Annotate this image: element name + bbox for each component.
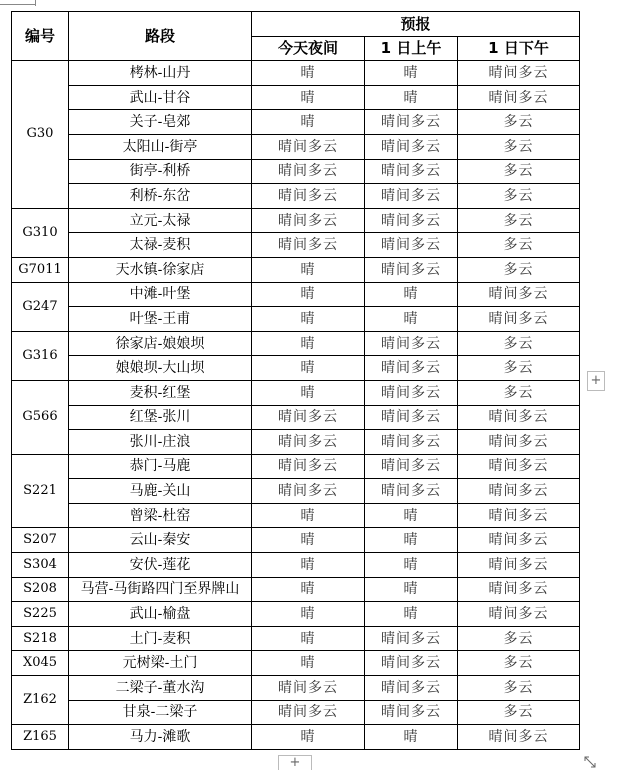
tonight-forecast-cell: 晴间多云 bbox=[252, 676, 365, 701]
day1-pm-forecast-cell: 多云 bbox=[458, 110, 580, 135]
tonight-forecast-cell: 晴 bbox=[252, 602, 365, 627]
day1-am-forecast-cell: 晴间多云 bbox=[365, 233, 458, 258]
table-row bbox=[12, 405, 580, 430]
day1-am-forecast-cell: 晴间多云 bbox=[365, 159, 458, 184]
table-row bbox=[12, 676, 580, 701]
table-row bbox=[12, 307, 580, 332]
header-day1-am: 1 日上午 bbox=[365, 36, 458, 61]
day1-pm-forecast-cell: 多云 bbox=[458, 331, 580, 356]
section-cell: 二梁子-董水沟 bbox=[69, 676, 252, 701]
resize-handle-icon[interactable] bbox=[583, 755, 597, 769]
day1-am-forecast-cell: 晴 bbox=[365, 61, 458, 86]
tonight-forecast-cell: 晴间多云 bbox=[252, 233, 365, 258]
day1-am-forecast-cell: 晴间多云 bbox=[365, 676, 458, 701]
header-day1-pm: 1 日下午 bbox=[458, 36, 580, 61]
day1-pm-forecast-cell: 多云 bbox=[458, 159, 580, 184]
tonight-forecast-cell: 晴 bbox=[252, 577, 365, 602]
tonight-forecast-cell: 晴 bbox=[252, 331, 365, 356]
day1-am-forecast-cell: 晴间多云 bbox=[365, 184, 458, 209]
tonight-forecast-cell: 晴 bbox=[252, 307, 365, 332]
section-cell: 武山-甘谷 bbox=[69, 85, 252, 110]
day1-pm-forecast-cell: 晴间多云 bbox=[458, 725, 580, 750]
tonight-forecast-cell: 晴 bbox=[252, 528, 365, 553]
day1-am-forecast-cell: 晴间多云 bbox=[365, 257, 458, 282]
table-row bbox=[12, 725, 580, 750]
table-row bbox=[12, 85, 580, 110]
section-cell: 太阳山-街亭 bbox=[69, 134, 252, 159]
section-cell: 红堡-张川 bbox=[69, 405, 252, 430]
table-row bbox=[12, 110, 580, 135]
tonight-forecast-cell: 晴 bbox=[252, 553, 365, 578]
day1-am-forecast-cell: 晴 bbox=[365, 503, 458, 528]
day1-am-forecast-cell: 晴 bbox=[365, 307, 458, 332]
header-code: 编号 bbox=[12, 12, 69, 61]
table-row bbox=[12, 454, 580, 479]
route-code-cell: G566 bbox=[12, 380, 69, 454]
tonight-forecast-cell: 晴 bbox=[252, 61, 365, 86]
day1-am-forecast-cell: 晴间多云 bbox=[365, 331, 458, 356]
day1-pm-forecast-cell: 多云 bbox=[458, 380, 580, 405]
section-cell: 关子-皂郊 bbox=[69, 110, 252, 135]
section-cell: 曾梁-杜窑 bbox=[69, 503, 252, 528]
day1-am-forecast-cell: 晴 bbox=[365, 602, 458, 627]
day1-pm-forecast-cell: 多云 bbox=[458, 676, 580, 701]
table-row bbox=[12, 356, 580, 381]
section-cell: 甘泉-二梁子 bbox=[69, 700, 252, 725]
header-section: 路段 bbox=[69, 12, 252, 61]
day1-am-forecast-cell: 晴间多云 bbox=[365, 479, 458, 504]
forecast-table bbox=[11, 11, 580, 750]
section-cell: 武山-榆盘 bbox=[69, 602, 252, 627]
header-forecast: 预报 bbox=[252, 12, 580, 37]
tonight-forecast-cell: 晴 bbox=[252, 282, 365, 307]
table-row bbox=[12, 553, 580, 578]
tonight-forecast-cell: 晴间多云 bbox=[252, 430, 365, 455]
route-code-cell: S225 bbox=[12, 602, 69, 627]
add-row-button[interactable]: + bbox=[587, 371, 605, 391]
day1-am-forecast-cell: 晴 bbox=[365, 725, 458, 750]
route-code-cell: Z162 bbox=[12, 676, 69, 725]
day1-pm-forecast-cell: 晴间多云 bbox=[458, 577, 580, 602]
day1-am-forecast-cell: 晴间多云 bbox=[365, 380, 458, 405]
tonight-forecast-cell: 晴 bbox=[252, 380, 365, 405]
table-row bbox=[12, 651, 580, 676]
day1-am-forecast-cell: 晴间多云 bbox=[365, 626, 458, 651]
tonight-forecast-cell: 晴间多云 bbox=[252, 454, 365, 479]
table-row bbox=[12, 626, 580, 651]
route-code-cell: S221 bbox=[12, 454, 69, 528]
route-code-cell: X045 bbox=[12, 651, 69, 676]
section-cell: 叶堡-王甫 bbox=[69, 307, 252, 332]
table-row bbox=[12, 503, 580, 528]
section-cell: 马力-滩歌 bbox=[69, 725, 252, 750]
table-row bbox=[12, 602, 580, 627]
day1-am-forecast-cell: 晴间多云 bbox=[365, 430, 458, 455]
section-cell: 土门-麦积 bbox=[69, 626, 252, 651]
day1-pm-forecast-cell: 晴间多云 bbox=[458, 454, 580, 479]
day1-pm-forecast-cell: 晴间多云 bbox=[458, 85, 580, 110]
day1-am-forecast-cell: 晴间多云 bbox=[365, 110, 458, 135]
day1-pm-forecast-cell: 晴间多云 bbox=[458, 602, 580, 627]
table-row bbox=[12, 134, 580, 159]
table-row bbox=[12, 282, 580, 307]
day1-pm-forecast-cell: 晴间多云 bbox=[458, 553, 580, 578]
day1-pm-forecast-cell: 多云 bbox=[458, 134, 580, 159]
day1-pm-forecast-cell: 晴间多云 bbox=[458, 503, 580, 528]
table-row bbox=[12, 159, 580, 184]
tonight-forecast-cell: 晴 bbox=[252, 85, 365, 110]
tonight-forecast-cell: 晴 bbox=[252, 725, 365, 750]
section-cell: 麦积-红堡 bbox=[69, 380, 252, 405]
tonight-forecast-cell: 晴间多云 bbox=[252, 405, 365, 430]
tonight-forecast-cell: 晴间多云 bbox=[252, 134, 365, 159]
route-code-cell: G7011 bbox=[12, 257, 69, 282]
table-row bbox=[12, 233, 580, 258]
section-cell: 娘娘坝-大山坝 bbox=[69, 356, 252, 381]
day1-pm-forecast-cell: 晴间多云 bbox=[458, 405, 580, 430]
table-row bbox=[12, 577, 580, 602]
table-row bbox=[12, 479, 580, 504]
section-cell: 栲林-山丹 bbox=[69, 61, 252, 86]
day1-pm-forecast-cell: 晴间多云 bbox=[458, 479, 580, 504]
route-code-cell: S304 bbox=[12, 553, 69, 578]
day1-am-forecast-cell: 晴间多云 bbox=[365, 356, 458, 381]
day1-am-forecast-cell: 晴 bbox=[365, 553, 458, 578]
route-code-cell: S208 bbox=[12, 577, 69, 602]
route-code-cell: G316 bbox=[12, 331, 69, 380]
day1-pm-forecast-cell: 多云 bbox=[458, 257, 580, 282]
route-code-cell: G30 bbox=[12, 61, 69, 209]
day1-pm-forecast-cell: 多云 bbox=[458, 700, 580, 725]
section-cell: 马鹿-关山 bbox=[69, 479, 252, 504]
add-column-button[interactable]: + bbox=[278, 755, 312, 770]
day1-pm-forecast-cell: 晴间多云 bbox=[458, 430, 580, 455]
day1-am-forecast-cell: 晴 bbox=[365, 85, 458, 110]
day1-am-forecast-cell: 晴间多云 bbox=[365, 700, 458, 725]
day1-am-forecast-cell: 晴间多云 bbox=[365, 405, 458, 430]
table-row bbox=[12, 528, 580, 553]
day1-pm-forecast-cell: 晴间多云 bbox=[458, 307, 580, 332]
table-row bbox=[12, 331, 580, 356]
day1-pm-forecast-cell: 晴间多云 bbox=[458, 528, 580, 553]
day1-am-forecast-cell: 晴间多云 bbox=[365, 651, 458, 676]
tonight-forecast-cell: 晴 bbox=[252, 257, 365, 282]
table-row bbox=[12, 61, 580, 86]
table-row bbox=[12, 430, 580, 455]
day1-am-forecast-cell: 晴间多云 bbox=[365, 134, 458, 159]
section-cell: 徐家店-娘娘坝 bbox=[69, 331, 252, 356]
day1-pm-forecast-cell: 多云 bbox=[458, 626, 580, 651]
section-cell: 中滩-叶堡 bbox=[69, 282, 252, 307]
table-row bbox=[12, 184, 580, 209]
day1-pm-forecast-cell: 多云 bbox=[458, 208, 580, 233]
day1-am-forecast-cell: 晴 bbox=[365, 282, 458, 307]
day1-am-forecast-cell: 晴间多云 bbox=[365, 454, 458, 479]
route-code-cell: G310 bbox=[12, 208, 69, 257]
day1-am-forecast-cell: 晴 bbox=[365, 528, 458, 553]
tonight-forecast-cell: 晴间多云 bbox=[252, 479, 365, 504]
section-cell: 马营-马街路四门至界牌山 bbox=[69, 577, 252, 602]
header-tonight: 今天夜间 bbox=[252, 36, 365, 61]
tonight-forecast-cell: 晴间多云 bbox=[252, 208, 365, 233]
section-cell: 立元-太禄 bbox=[69, 208, 252, 233]
day1-pm-forecast-cell: 多云 bbox=[458, 233, 580, 258]
day1-pm-forecast-cell: 多云 bbox=[458, 356, 580, 381]
section-cell: 恭门-马鹿 bbox=[69, 454, 252, 479]
route-code-cell: Z165 bbox=[12, 725, 69, 750]
tonight-forecast-cell: 晴 bbox=[252, 356, 365, 381]
section-cell: 安伏-莲花 bbox=[69, 553, 252, 578]
table-row bbox=[12, 380, 580, 405]
day1-pm-forecast-cell: 多云 bbox=[458, 184, 580, 209]
tonight-forecast-cell: 晴 bbox=[252, 626, 365, 651]
section-cell: 利桥-东岔 bbox=[69, 184, 252, 209]
route-code-cell: G247 bbox=[12, 282, 69, 331]
table-row bbox=[12, 257, 580, 282]
page-corner-mark bbox=[0, 0, 40, 6]
day1-am-forecast-cell: 晴间多云 bbox=[365, 208, 458, 233]
route-code-cell: S207 bbox=[12, 528, 69, 553]
section-cell: 天水镇-徐家店 bbox=[69, 257, 252, 282]
tonight-forecast-cell: 晴 bbox=[252, 503, 365, 528]
forecast-table-body bbox=[12, 61, 580, 750]
day1-pm-forecast-cell: 晴间多云 bbox=[458, 282, 580, 307]
section-cell: 云山-秦安 bbox=[69, 528, 252, 553]
tonight-forecast-cell: 晴 bbox=[252, 110, 365, 135]
section-cell: 张川-庄浪 bbox=[69, 430, 252, 455]
tonight-forecast-cell: 晴间多云 bbox=[252, 184, 365, 209]
day1-pm-forecast-cell: 晴间多云 bbox=[458, 61, 580, 86]
day1-pm-forecast-cell: 多云 bbox=[458, 651, 580, 676]
tonight-forecast-cell: 晴间多云 bbox=[252, 159, 365, 184]
table-row bbox=[12, 700, 580, 725]
tonight-forecast-cell: 晴间多云 bbox=[252, 700, 365, 725]
tonight-forecast-cell: 晴 bbox=[252, 651, 365, 676]
section-cell: 街亭-利桥 bbox=[69, 159, 252, 184]
route-code-cell: S218 bbox=[12, 626, 69, 651]
table-row bbox=[12, 208, 580, 233]
section-cell: 太禄-麦积 bbox=[69, 233, 252, 258]
day1-am-forecast-cell: 晴 bbox=[365, 577, 458, 602]
section-cell: 元树梁-土门 bbox=[69, 651, 252, 676]
